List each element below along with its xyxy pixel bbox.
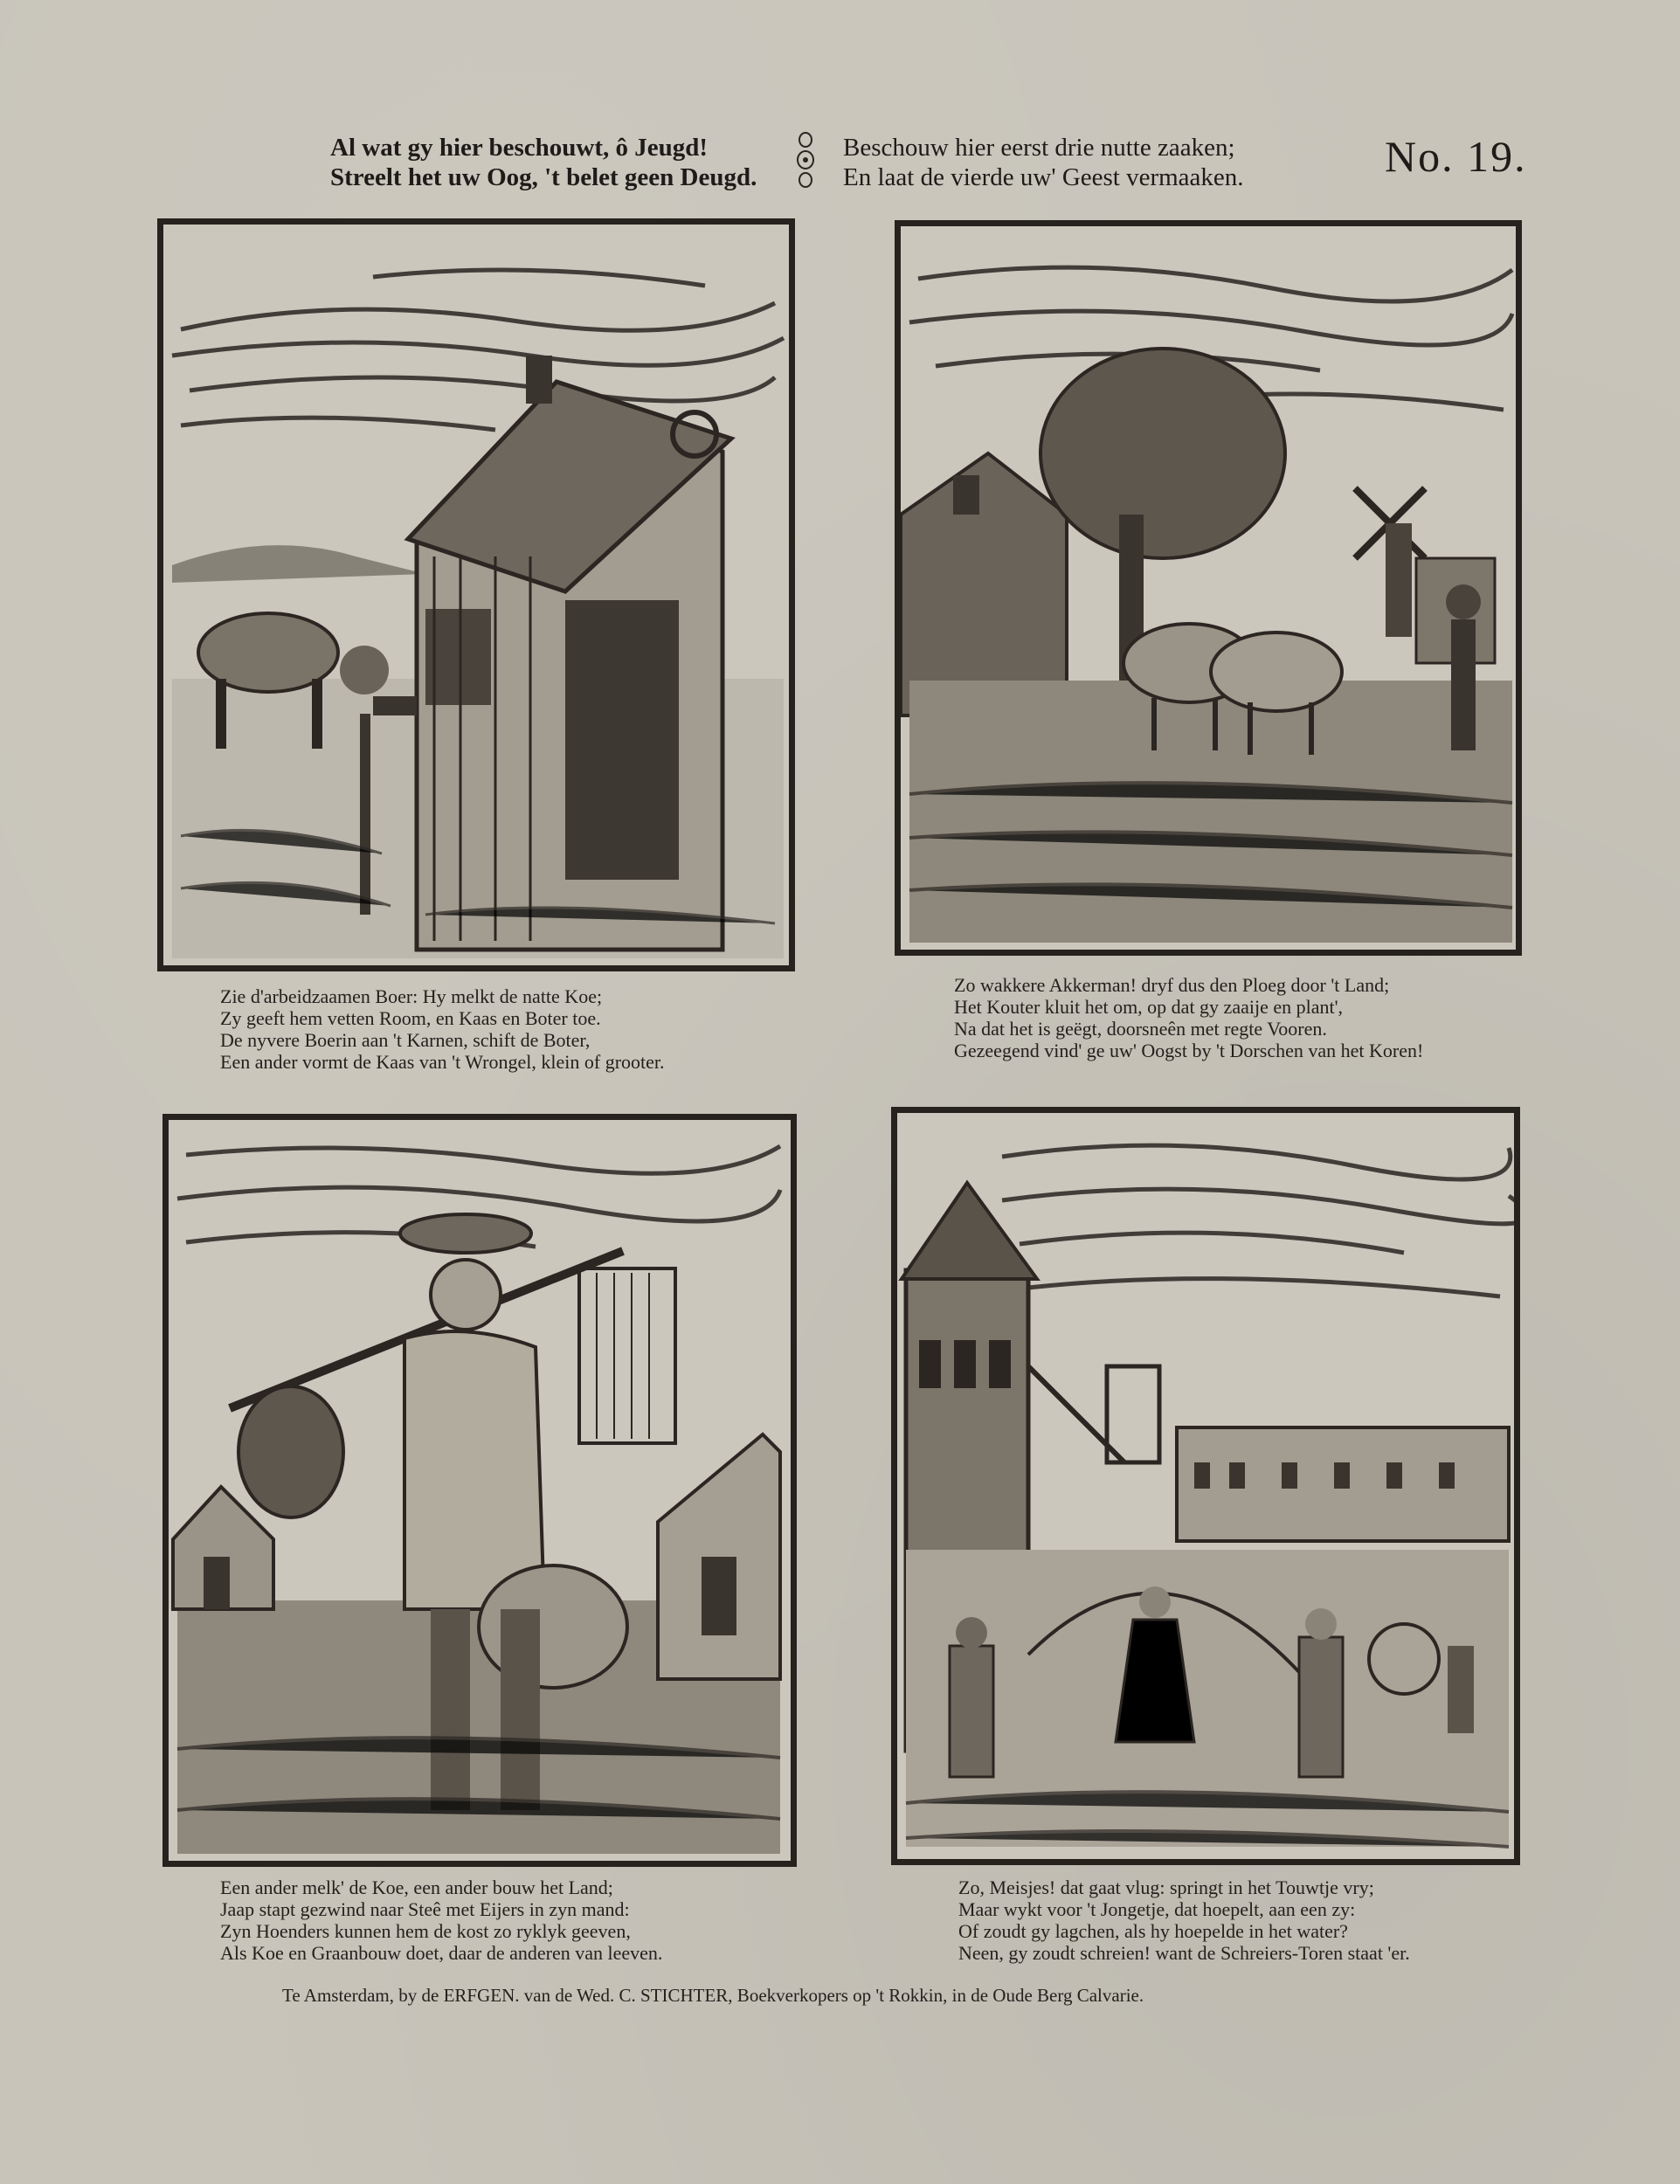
header-couplet-left [330, 133, 757, 192]
woodcut-dairy-farm [157, 218, 795, 971]
verse-line: Na dat het is geëgt, doorsneên met regte Vooren. [954, 1018, 1327, 1040]
verse-line: Een ander melk' de Koe, een ander bouw het Land; [220, 1876, 613, 1898]
verse-line: Maar wykt voor 't Jongetje, dat hoepelt, aan een zy: [958, 1898, 1356, 1920]
verse-city [958, 1876, 1410, 1964]
verse-line: Of zoudt gy lagchen, als hy hoepelde in het water? [958, 1920, 1348, 1942]
city-scene-illustration [897, 1113, 1514, 1859]
poultry-seller-illustration [169, 1120, 791, 1861]
verse-line: Gezeegend vind' ge uw' Oogst by 't Dorschen van het Koren! [954, 1040, 1424, 1061]
dairy-farm-illustration [163, 225, 789, 965]
issue-number: No. 19. [1385, 132, 1527, 181]
verse-line: Als Koe en Graanbouw doet, daar de anderen van leeven. [220, 1942, 663, 1964]
verse-line: Zyn Hoenders kunnen hem de kost zo ryklyk geeven, [220, 1920, 631, 1942]
verse-poultry [220, 1876, 662, 1964]
verse-line: Het Kouter kluit het om, op dat gy zaaije en plant', [954, 996, 1344, 1018]
verse-line: Een ander vormt de Kaas van 't Wrongel, klein of grooter. [220, 1051, 665, 1073]
header-left-line-2: Streelt het uw Oog, 't belet geen Deugd. [330, 163, 757, 191]
header-right-line-1: Beschouw hier eerst drie nutte zaaken; [843, 134, 1235, 162]
ornament-icon [793, 131, 818, 189]
header-left-line-1: Al wat gy hier beschouwt, ô Jeugd! [330, 134, 709, 162]
woodcut-city-skipping-rope [891, 1107, 1520, 1865]
verse-line: Zie d'arbeidzaamen Boer: Hy melkt de natte Koe; [220, 985, 603, 1007]
verse-line: Neen, gy zoudt schreien! want de Schreiers-Toren staat 'er. [958, 1942, 1410, 1964]
header-right-line-2: En laat de vierde uw' Geest vermaaken. [843, 163, 1244, 191]
woodcut-poultry-seller [162, 1114, 797, 1867]
verse-line: Zo, Meisjes! dat gaat vlug: springt in het Touwtje vry; [958, 1876, 1374, 1898]
verse-plough [954, 974, 1423, 1061]
verse-line: Jaap stapt gezwind naar Steê met Eijers in zyn mand: [220, 1898, 630, 1920]
ploughing-illustration [901, 226, 1516, 950]
header-couplet-right [843, 133, 1244, 192]
verse-line: De nyvere Boerin aan 't Karnen, schift de Boter, [220, 1029, 591, 1051]
verse-line: Zy geeft hem vetten Room, en Kaas en Boter toe. [220, 1007, 601, 1029]
woodcut-ploughing-field [895, 220, 1522, 956]
publisher-imprint: Te Amsterdam, by de ERFGEN. van de Wed. C. STICHTER, Boekverkopers op 't Rokkin, in de Oude Berg Calvarie. [282, 1985, 1144, 2006]
verse-line: Zo wakkere Akkerman! dryf dus den Ploeg door 't Land; [954, 974, 1390, 996]
verse-dairy [220, 985, 665, 1073]
